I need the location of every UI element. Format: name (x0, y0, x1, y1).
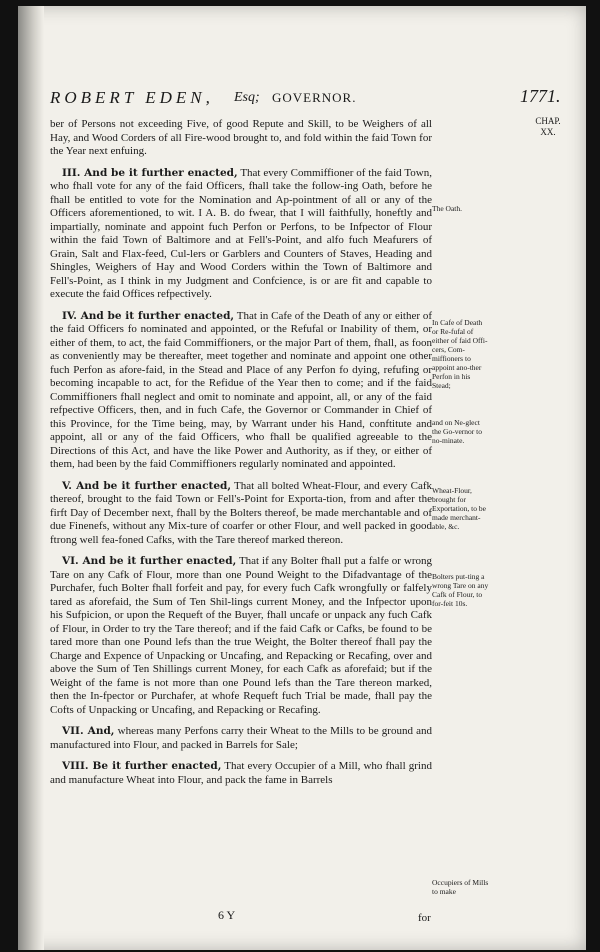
header-esq: Esq; (234, 90, 260, 105)
margin-note-death-refusal: In Cafe of Death or Re-fufal of either of faid Offi-cers, Com-miffioners to appoint ano-ther Perfon in his Stead; (432, 318, 488, 390)
margin-note-bolters: Bolters put-ting a wrong Tare on any Cafk of Flour, to for-feit 10s. (432, 572, 489, 608)
header-year: 1771. (520, 86, 561, 106)
paragraph-5 (50, 480, 432, 548)
paragraph-lead: V. And be it further enacted, (62, 479, 231, 492)
paragraph-7 (50, 725, 432, 752)
page-spine-shadow (18, 6, 44, 950)
margin-note-governor: and on Ne-glect the Go-vernor to no-minate. (432, 418, 482, 445)
paragraph-text: That if any Bolter fhall put a falfe or wrong Tare on any Cafk of Flour, more than one Pound Weight to the Difadvantage of the Purchafer, fuch Bolter fhall forfeit and pay, for every fuch Cafk wrongfully or falfely tared as aforefaid, the Sum of Ten Shil-lings current Money, and the Infpector upon his Sufpicion, or upon the Requeft of the Buyer, fhall uncafe or unpack any fuch Cafk of Flour, in Order to try the Tare thereof; and if the faid Cafk or Cafks, be found to be tared more than one Pound lefs than the true Weight, the Bolter thereof fhall pay the Charge and Expence of Unpacking or Uncafing, and Repacking or Recafing, over and above the Sum of Ten Shillings current Money, for each Cafk as aforefaid; but if the Weight of the fame is not more than one Pound lefs than the Tare thereon marked, then the In-fpector or Purchafer, at whofe Requeft fuch Trial be made, fhall pay the Cofts of Unpacking or Uncafing, and Repacking or Recafing. (50, 555, 432, 716)
header-name: ROBERT EDEN, (50, 88, 214, 107)
paragraph-text: That all bolted Wheat-Flour, and every Cafk thereof, brought to the faid Town or Fell's-Point for Exporta-tion, from and after the firft Day of December next, fhall by the Bolters thereof, be made merchantable and of due Finenefs, without any Mix-ture of coarfer or other Flour, and well packed in good ftrong well fea-foned Cafks, with the Tare thereof marked thereon. (50, 479, 432, 546)
paragraph-lead: IV. And be it further enacted, (62, 309, 235, 322)
paragraph-lead: VI. And be it further enacted, (62, 555, 237, 567)
margin-note-oath: The Oath. (432, 204, 462, 213)
paragraph-6 (50, 555, 432, 717)
running-header (50, 86, 570, 137)
chapter-line-1: CHAP. (535, 116, 561, 126)
paragraph-1 (50, 118, 432, 159)
paragraph-lead: VII. And, (62, 725, 115, 737)
paragraph-text: That every Commiffioner of the faid Town, who fhall vote for any of the faid Officers, fhall take the follow-ing Oath, before he fhall be entitled to vote for the Nomination and Ap-pointment of all or any of the Officers aforementioned, to wit. I A. B. do fwear, that I will faithfully, honeftly and impartially, nominate and appoint fuch Perfon or Perfons, to be Infpector of Flour within the faid Town of Baltimore and at Fell's-Point, and alfo fuch Meafurers of Grain, Salt and Flax-feed, Cul-lers or Garblers and Counters of Staves, Heading and Shingles, Weighers of Hay and Wood Corders within the Town of Baltimore and Fell's-Point, as I think in my Judgment and Confcience, is or are fit and capable to execute the faid Offices refpectively. (50, 166, 432, 300)
margin-note-wheat-flour: Wheat-Flour, brought for Exportation, to be made merchant-able, &c. (432, 486, 486, 531)
chapter-line-2: XX. (540, 127, 556, 137)
document-page (18, 6, 586, 950)
paragraph-text: That every Occupier of a Mill, who fhall grind and manufacture Wheat into Flour, and pack the fame in Barrels (50, 760, 432, 786)
catchword: for (418, 912, 431, 924)
paragraph-text: whereas many Perfons carry their Wheat to the Mills to be ground and manufactured into Flour, and packed in Barrels for Sale; (50, 725, 432, 751)
header-governor: GOVERNOR. (272, 90, 357, 105)
chapter-label (528, 116, 568, 138)
paragraph-text: ber of Persons not exceeding Five, of good Repute and Skill, to be Weighers of all Hay, and Wood Corders of all Fire-wood brought to, and fold within the faid Town for the Year next enfuing. (50, 118, 432, 157)
paragraph-text: That in Cafe of the Death of any or either of the faid Officers fo nominated and appointed, or the Refufal or Inability of them, or either of them, to act, the faid Commiffioners, or the major Part of them, fhall, as foon as conveniently may be thereafter, meet together and nominate and appoint one other fuch Perfon as afore-faid, in the Stead and Place of any Perfon fo dying, refufing or becoming incapable to act, for the Refidue of the Year then to come; and if the faid Commiffioners fhall neglect and omit to nominate and appoint, all, or any of the faid refpective Officers, then, and in fuch Cafe, the Governor or Commander in Chief of this Province, for the Time being, may, by Warrant under his Hand, conftitute and appoint, all or any of the faid Officers, who fhall be qualified agreeable to the Directions of this Act, and have the like Power and Authority, as if they, or either of them, had been by the faid Commiffioners regularly nominated and appointed. (50, 309, 433, 470)
paragraph-4 (50, 310, 432, 472)
paragraph-lead: VIII. Be it further enacted, (62, 760, 222, 772)
paragraph-lead: III. And be it further enacted, (62, 166, 238, 179)
signature-mark: 6 Y (218, 908, 236, 922)
margin-note-occupiers: Occupiers of Mills to make (432, 878, 489, 896)
paragraph-3 (50, 167, 432, 302)
paragraph-8 (50, 760, 432, 787)
document-body (50, 118, 432, 795)
